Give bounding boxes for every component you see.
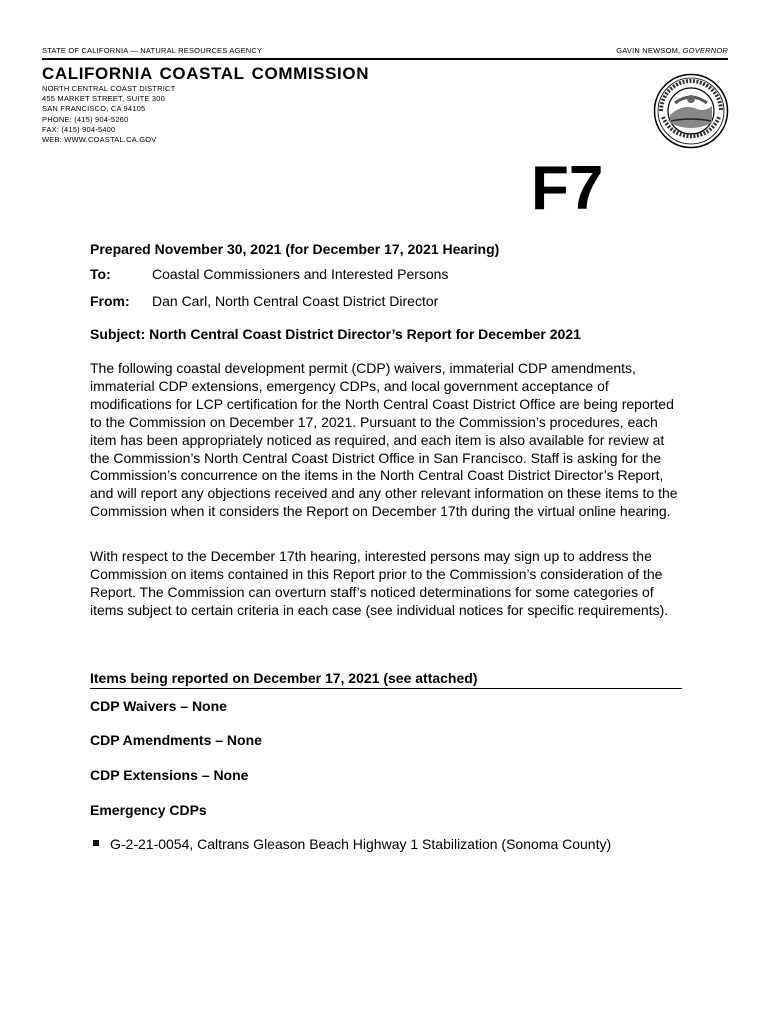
prepared-date: Prepared November 30, 2021 (for December 17, 2021 Hearing) xyxy=(90,241,500,257)
section-emergency-cdps: Emergency CDPs xyxy=(90,802,207,818)
from-label: From: xyxy=(90,293,130,309)
governor-title: GOVERNOR xyxy=(682,46,728,55)
district-line: PHONE: (415) 904-5260 xyxy=(42,114,129,124)
district-line: 455 MARKET STREET, SUITE 300 xyxy=(42,94,166,104)
header-rule xyxy=(42,58,728,60)
items-heading: Items being reported on December 17, 2021 (see attached) xyxy=(90,670,682,689)
section-cdp-waivers: CDP Waivers – None xyxy=(90,698,227,714)
list-item-text: G-2-21-0054, Caltrans Gleason Beach Highway 1 Stabilization (Sonoma County) xyxy=(110,836,612,852)
governor-line xyxy=(616,46,728,55)
commission-name: CALIFORNIA COASTAL COMMISSION xyxy=(42,64,370,83)
agenda-item-number: F7 xyxy=(531,154,604,223)
district-address xyxy=(42,84,175,145)
district-line: NORTH CENTRAL COAST DISTRICT xyxy=(42,84,176,93)
bullet-icon xyxy=(93,840,99,846)
to-label: To: xyxy=(90,266,111,282)
governor-name: GAVIN NEWSOM, xyxy=(616,46,681,55)
section-cdp-extensions: CDP Extensions – None xyxy=(90,767,249,783)
to-value: Coastal Commissioners and Interested Persons xyxy=(152,266,449,282)
subject-line: Subject: North Central Coast District Director’s Report for December 2021 xyxy=(90,326,581,342)
to-line xyxy=(90,266,684,282)
section-cdp-amendments: CDP Amendments – None xyxy=(90,732,262,748)
district-line: WEB: WWW.COASTAL.CA.GOV xyxy=(42,135,157,145)
intro-paragraph: The following coastal development permit (CDP) waivers, immaterial CDP amendments, immaterial CDP extensions, emergency CDPs, and local government acceptance of modifications for LCP certification for the North Central Coast District Office are being reported to the Commission on December 17, 2021. Pursuant to the Commission’s procedures, each item has been appropriately noticed as required, and each item is also available for review at the Commission’s North Central Coast District Office in San Francisco. Staff is asking for the Commission’s concurrence on the items in the North Central Coast District Director’s Report, and will report any objections received and any other relevant information on these items to the Commission when it considers the Report on December 17th during the virtual online hearing. xyxy=(90,360,678,520)
district-line: FAX: (415) 904-5400 xyxy=(42,124,116,134)
from-value: Dan Carl, North Central Coast District Director xyxy=(152,293,439,309)
list-item xyxy=(90,836,684,852)
agency-name: STATE OF CALIFORNIA — NATURAL RESOURCES AGENCY xyxy=(42,46,263,55)
commission-seal-icon xyxy=(653,73,729,149)
from-line xyxy=(90,293,684,309)
hearing-paragraph: With respect to the December 17th hearing, interested persons may sign up to address the Commission on items contained in this Report prior to the Commission’s consideration of the Report. The Commission can overturn staff’s noticed determinations for some categories of items subject to certain criteria in each case (see individual notices for specific requirements). xyxy=(90,548,669,618)
district-line: SAN FRANCISCO, CA 94105 xyxy=(42,104,146,114)
